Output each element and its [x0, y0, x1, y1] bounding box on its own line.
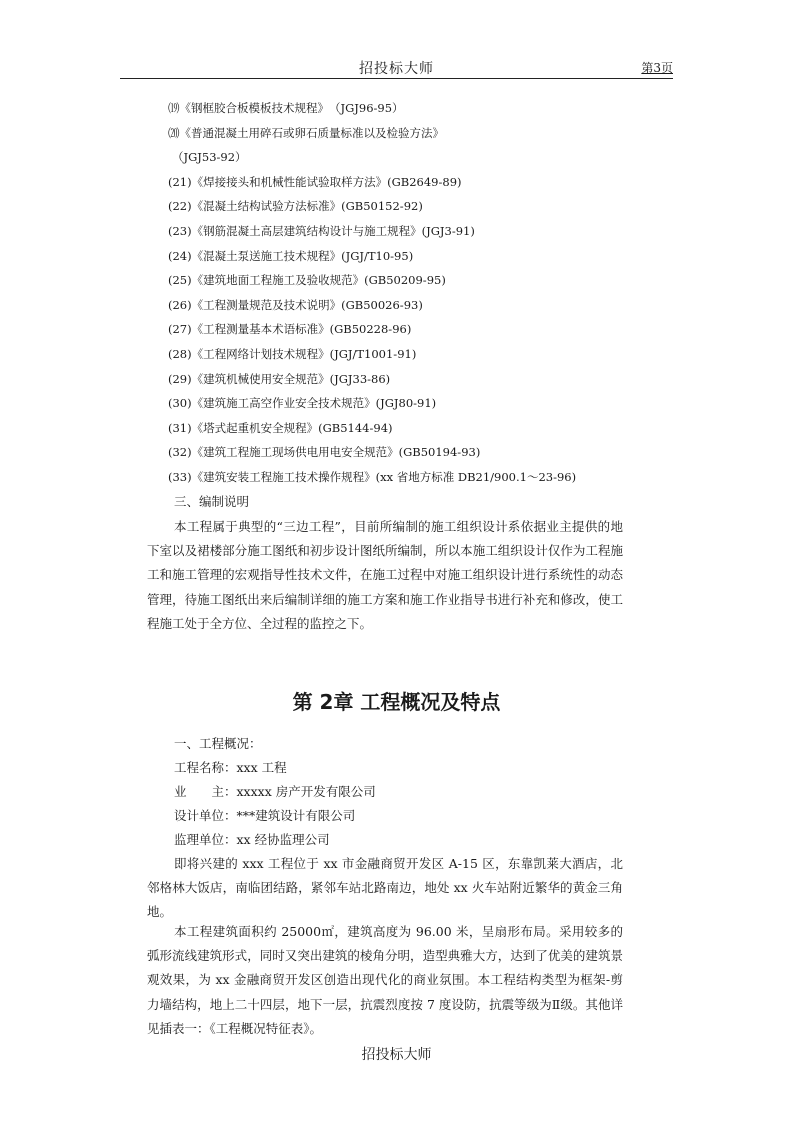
reference-item: (27)《工程测量基本术语标准》(GB50228-96)	[168, 322, 412, 337]
reference-item: (24)《混凝土泵送施工技术规程》(JGJ/T10-95)	[168, 248, 414, 263]
reference-item: ⒆《钢框胶合板模板技术规程》 （JGJ96-95）	[168, 101, 404, 115]
header-title: 招投标大师	[359, 61, 434, 77]
location-paragraph: 即将兴建的 xxx 工程位于 xx 市金融商贸开发区 A-15 区，东靠凯莱大酒店，北邻格林大饭店，南临团结路，紧邻车站北路南边，地处 xx 火车站附近繁华的黄金三角地。	[147, 856, 623, 920]
owner: 业 主：xxxxx 房产开发有限公司	[174, 784, 376, 799]
reference-list	[168, 96, 576, 490]
design-unit: 设计单位：***建筑设计有限公司	[174, 808, 356, 823]
footer-text: 招投标大师	[361, 1047, 432, 1063]
reference-item: (26)《工程测量规范及技术说明》(GB50026-93)	[168, 297, 423, 312]
section-heading: 三、编制说明	[174, 494, 250, 509]
header-divider	[120, 78, 673, 79]
reference-item: (28)《工程网络计划技术规程》(JGJ/T1001-91)	[168, 346, 417, 361]
reference-item: (23)《钢筋混凝土高层建筑结构设计与施工规程》(JGJ3-91)	[168, 223, 475, 238]
reference-item: (21)《焊接接头和机械性能试验取样方法》(GB2649-89)	[168, 174, 462, 189]
reference-item: (31)《塔式起重机安全规程》(GB5144-94)	[168, 420, 393, 435]
reference-item: (32)《建筑工程施工现场供电用电安全规范》(GB50194-93)	[168, 445, 481, 460]
reference-item: ⒇《普通混凝土用碎石或卵石质量标准以及检验方法》	[168, 125, 444, 140]
project-name: 工程名称：xxx 工程	[174, 760, 287, 775]
reference-item: (29)《建筑机械使用安全规范》(JGJ33-86)	[168, 371, 391, 386]
compilation-paragraph: 本工程属于典型的“三边工程”，目前所编制的施工组织设计系依据业主提供的地下室以及裙楼部分施工图纸和初步设计图纸所编制，所以本施工组织设计仅作为工程施工和施工管理的宏观指导性技术文件，在施工过程中对施工组织设计进行系统性的动态管理，待施工图纸出来后编制详细的施工方案和施工作业指导书进行补充和修改，使工程施工处于全方位、全过程的监控之下。	[147, 519, 623, 631]
reference-item: （JGJ53-92）	[172, 150, 247, 165]
reference-item: (33)《建筑安装工程施工技术操作规程》(xx 省地方标准 DB21/900.1～23-96)	[168, 469, 577, 484]
page-number: 第3页	[641, 61, 673, 75]
reference-item: (25)《建筑地面工程施工及验收规范》(GB50209-95)	[168, 273, 446, 288]
reference-item: (30)《建筑施工高空作业安全技术规范》(JGJ80-91)	[168, 396, 437, 411]
building-paragraph: 本工程建筑面积约 25000㎡，建筑高度为 96.00 米，呈扇形布局。采用较多的弧形流线建筑形式，同时又突出建筑的棱角分明，造型典雅大方，达到了优美的建筑景观效果，为 xx 金融商贸开发区创造出现代化的商业氛围。本工程结构类型为框架-剪力墙结构，地上二十四层，地下一层，抗震烈度按 7 度设防，抗震等级为Ⅱ级。其他详见插表一：《工程概况特征表》。	[147, 924, 623, 1036]
reference-item: (22)《混凝土结构试验方法标准》(GB50152-92)	[168, 199, 423, 214]
supervision-unit: 监理单位：xx 经协监理公司	[174, 832, 330, 847]
chapter-title: 第 2章 工程概况及特点	[292, 690, 501, 714]
overview-heading: 一、工程概况：	[174, 736, 262, 751]
